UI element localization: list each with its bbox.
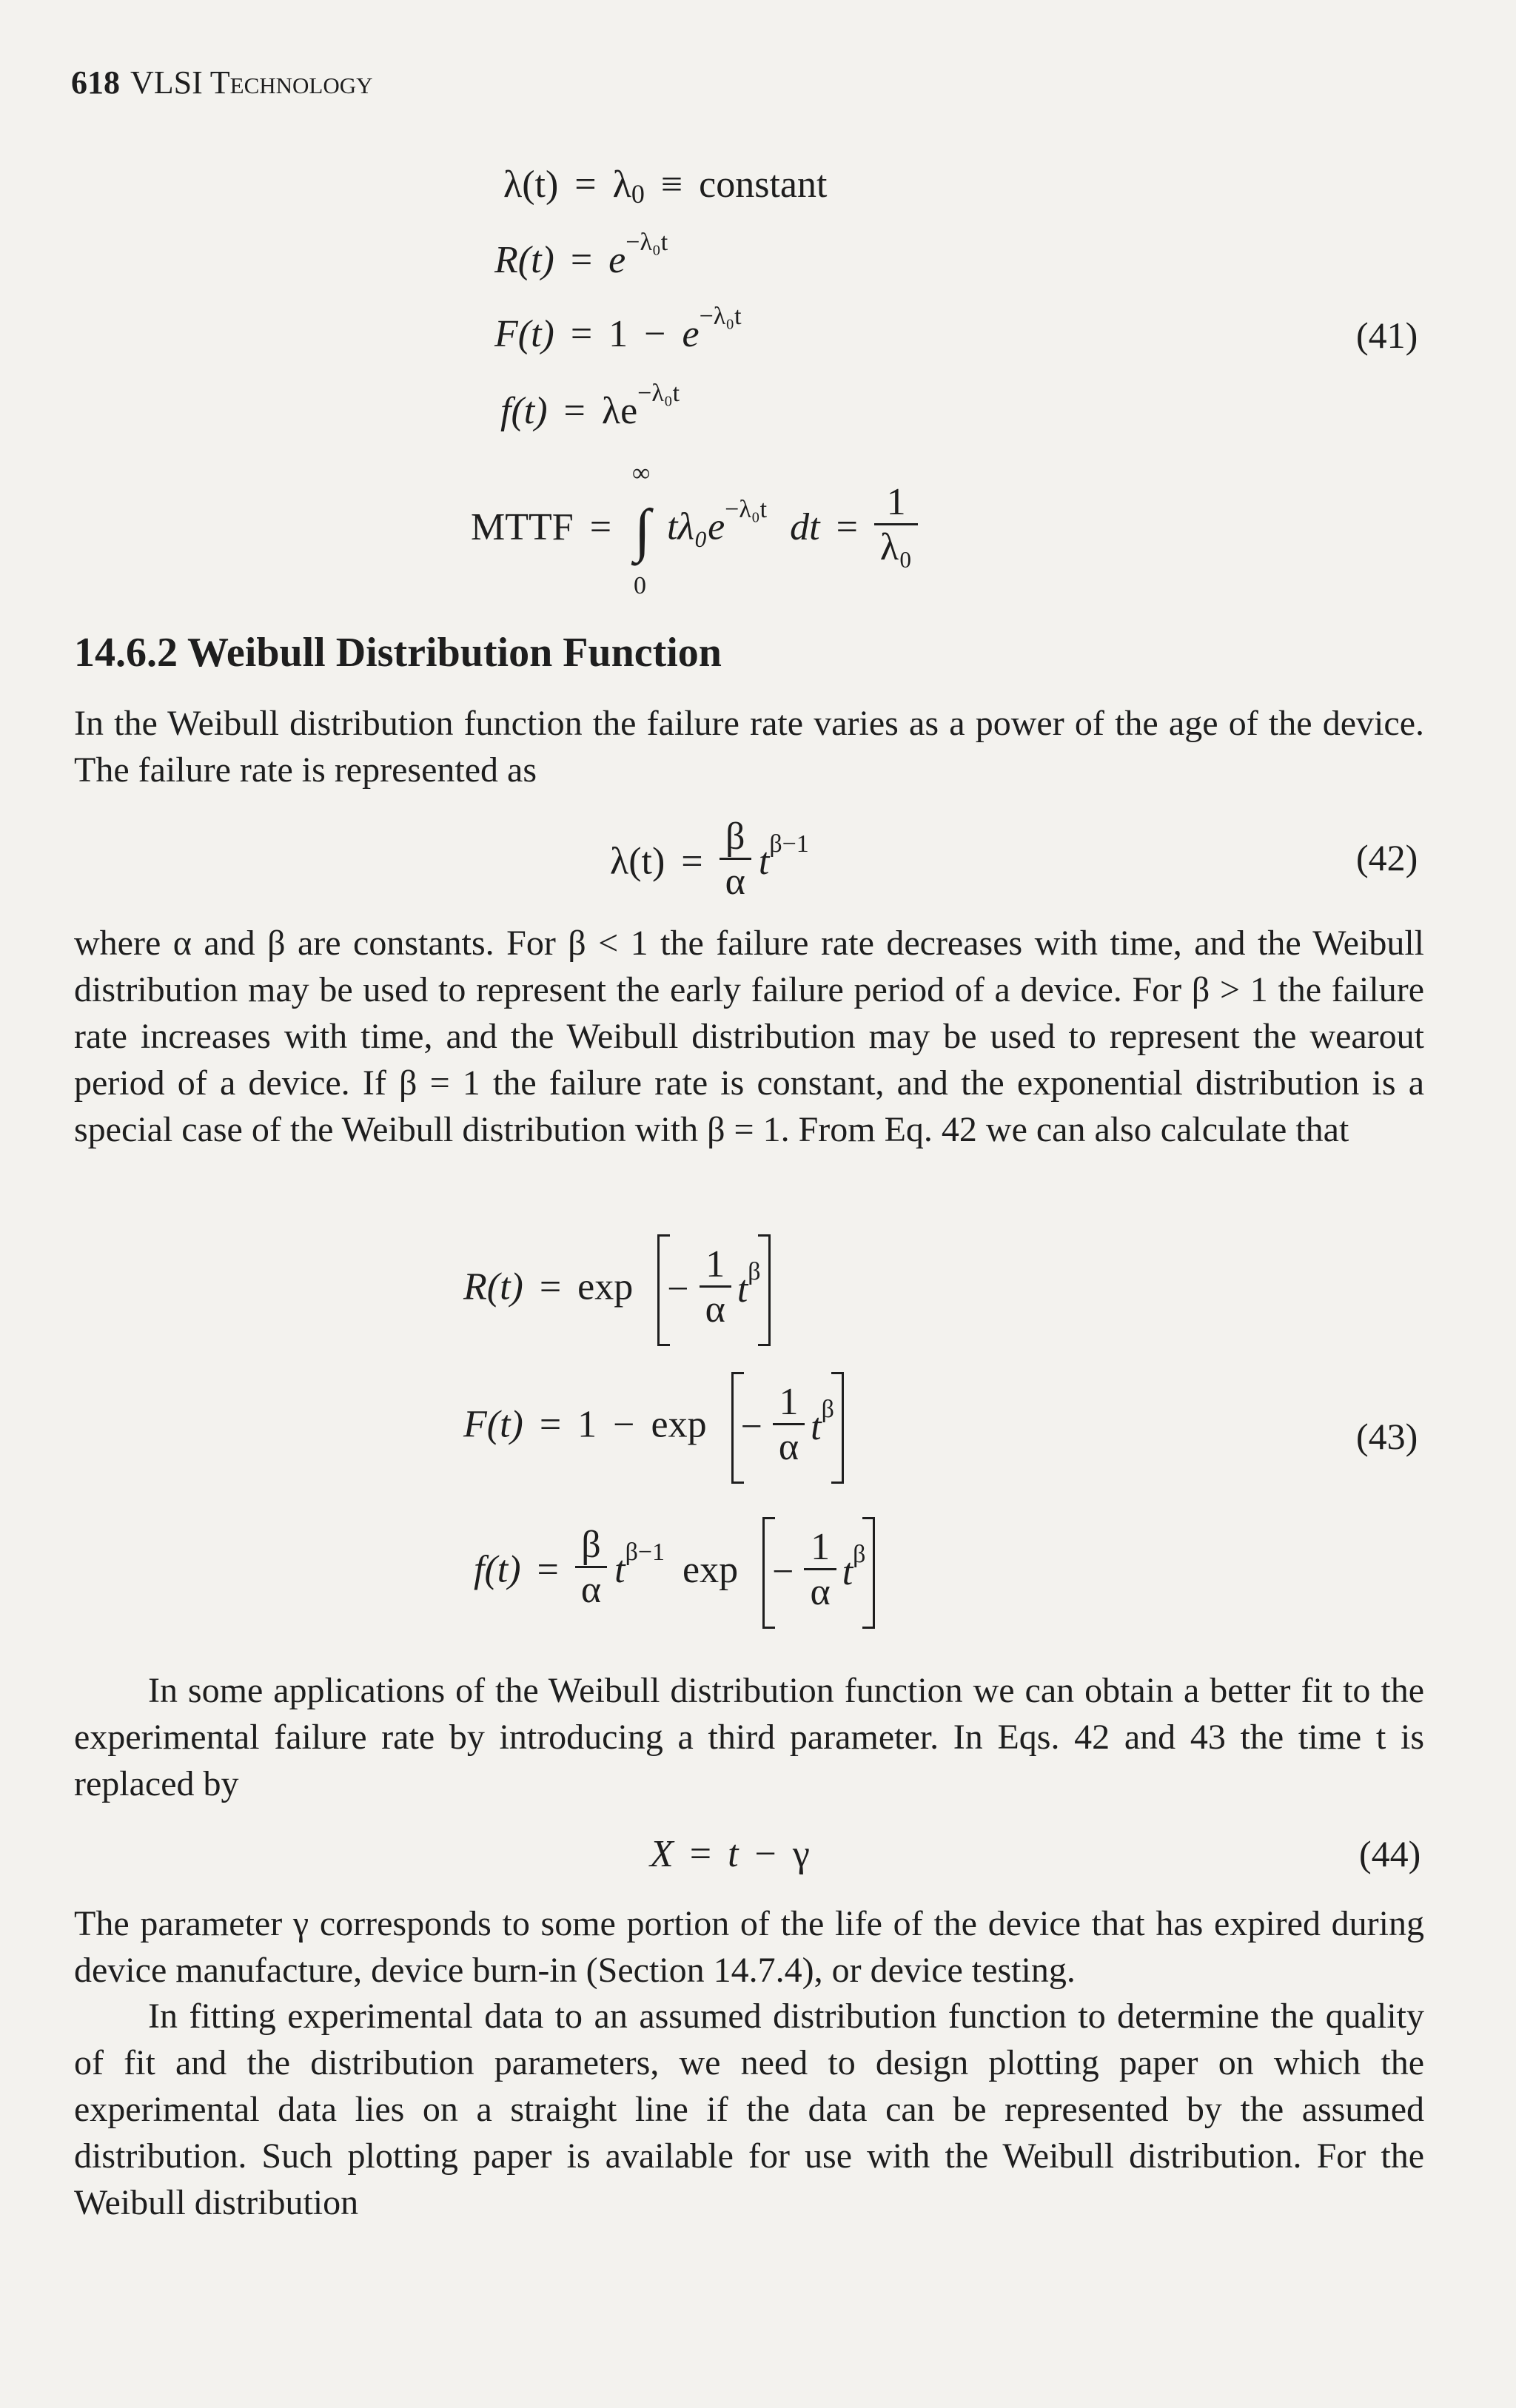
paragraph-4: The parameter γ corresponds to some portion of the life of the device that has expired during device manufacture, device burn-in (Section 14.7.4), or device testing.: [74, 1904, 1424, 1990]
page-number: 618: [71, 64, 120, 101]
eq43-line3: f(t) = $\frac{\beta}{\alpha}$ $t^{\beta-1}$ exp − $\frac{1}{\alpha}$ $t^\beta$: [474, 1517, 875, 1629]
header-title-technology: Technology: [209, 64, 373, 101]
eq44-number: (44): [1359, 1833, 1421, 1874]
paragraph-1: In the Weibull distribution function the failure rate varies as a power of the age of the device. The failure rate is represented as: [74, 704, 1424, 790]
eq43-number: (43): [1356, 1416, 1418, 1457]
eq41-line2: $R(t) = e^{-\lambda_0t}$: [494, 229, 668, 281]
eq41-number: (41): [1356, 315, 1418, 356]
section-heading: 14.6.2 Weibull Distribution Function: [74, 630, 722, 676]
eq41-line5-mttf: MTTF = ∞ ∫ 0 $t\lambda_0e^{-\lambda_0t}$ dt = $\frac{1}{\text{λ₀}}$: [471, 487, 918, 574]
eq41-line4: $f(t) = \lambda e^{-\lambda_0t}$: [500, 380, 680, 432]
eq42: λ(t) = $\frac{\beta}{\alpha}$ $t^{\beta-1}$: [610, 815, 809, 903]
eq41-line3: $F(t) = 1 - e^{-\lambda_0t}$: [494, 303, 742, 355]
eq44: X = t − γ: [650, 1833, 810, 1875]
paragraph-2: where α and β are constants. For β < 1 the failure rate decreases with time, and the Weibull distribution may be used to represent the early failure period of a device. For β > 1 the failure rate increases with time, and the Weibull distribution may be used to represent the wearout period of a device. If β = 1 the failure rate is constant, and the exponential distribution is a special case of the Weibull distribution with β = 1. From Eq. 42 we can also calculate that: [74, 924, 1424, 1149]
running-header: [71, 64, 373, 101]
eq43-line2: F(t) = 1 − exp − $\frac{1}{\alpha}$ $t^\beta$: [463, 1372, 844, 1484]
paragraph-5: In fitting experimental data to an assumed distribution function to determine the quality of fit and the distribution parameters, we need to design plotting paper on which the experimental data lies on a straight line if the data can be represented by the assumed distribution. Such plotting paper is available for use with the Weibull distribution. For the Weibull distribution: [74, 1997, 1424, 2222]
integral-sign: ∞ ∫ 0: [632, 459, 651, 599]
eq43-line1: R(t) = exp − $\frac{1}{\alpha}$ $t^\beta$: [463, 1234, 771, 1346]
header-title-vlsi: VLSI: [130, 64, 203, 101]
eq41-line1: $\lambda(t) = \lambda_0$ ≡ constant: [503, 164, 828, 209]
eq42-number: (42): [1356, 837, 1418, 878]
paragraph-3: In some applications of the Weibull distribution function we can obtain a better fit to the experimental failure rate by introducing a third parameter. In Eqs. 42 and 43 the time t is replaced by: [74, 1671, 1424, 1803]
